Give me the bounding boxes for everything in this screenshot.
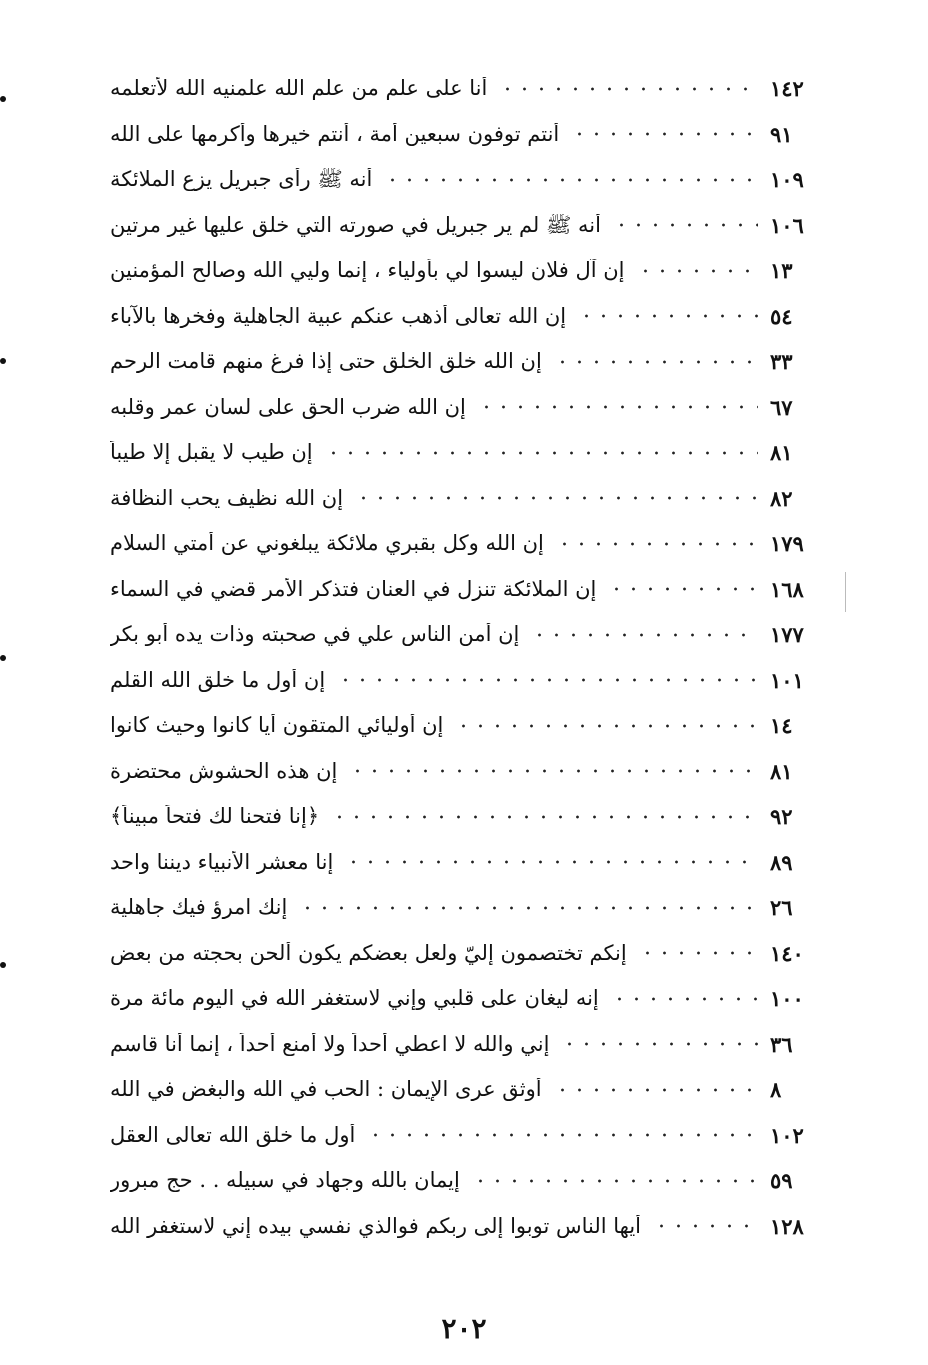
entry-page-number: ١٠٠ [770, 986, 804, 1012]
entry-page-number: ٨٢ [770, 485, 793, 511]
dot-leader [611, 995, 758, 1003]
entry-text: إن أمن الناس علي في صحبته وذات يده أبو بكر [110, 623, 520, 647]
entry-page-number: ١٤٢ [770, 76, 804, 102]
index-entry [110, 612, 826, 658]
index-entry [110, 749, 826, 795]
entry-page-number: ٣٦ [770, 1031, 793, 1057]
entry-page-number: ٥٩ [770, 1168, 793, 1194]
entry-page-number: ٨ [770, 1077, 782, 1103]
dot-leader [639, 949, 758, 957]
entry-text: إن هذه الحشوش محتضرة [110, 759, 338, 783]
entry-text: أنتم توفون سبعين أمة ، أنتم خيرها وأكرمها على الله [110, 122, 560, 146]
entry-text: ﴿إنا فتحنا لك فتحاً مبيناً﴾ [110, 805, 320, 829]
index-entry [110, 931, 826, 977]
index-entry [110, 521, 826, 567]
entry-text: إنه ليغان على قلبي وإني لاستغفر الله في اليوم مائة مرة [110, 987, 599, 1011]
entry-page-number: ١٦٨ [770, 576, 804, 602]
entry-text: إن أوليائي المتقون أيا كانوا وحيث كانوا [110, 714, 444, 738]
index-entry [110, 885, 826, 931]
entry-text: أنه ﷺ لم ير جبريل في صورته التي خلق عليها غير مرتين [110, 213, 601, 237]
margin-mark [0, 96, 6, 102]
entry-text: إن الله نظيف يحب النظافة [110, 486, 344, 510]
index-entry [110, 703, 826, 749]
entry-page-number: ٣٣ [770, 349, 793, 375]
entry-page-number: ١٧٧ [770, 622, 804, 648]
entry-page-number: ١٠٦ [770, 212, 804, 238]
dot-leader [345, 858, 758, 866]
entry-page-number: ٨٩ [770, 849, 793, 875]
index-entry [110, 476, 826, 522]
entry-page-number: ١٤ [770, 713, 793, 739]
entry-text: إن طيب لا يقبل إلا طيباً [110, 441, 313, 465]
entry-text: إن أول ما خلق الله القلم [110, 668, 326, 692]
dot-leader [349, 767, 758, 775]
hadith-index-list [110, 66, 826, 1249]
dot-leader [571, 130, 758, 138]
entry-text: أول ما خلق الله تعالى العقل [110, 1123, 356, 1147]
index-entry [110, 1158, 826, 1204]
index-entry [110, 658, 826, 704]
entry-page-number: ٦٧ [770, 394, 793, 420]
dot-leader [337, 676, 758, 684]
index-entry [110, 157, 826, 203]
entry-page-number: ٥٤ [770, 303, 793, 329]
margin-mark [0, 962, 6, 968]
entry-text: إنكم تختصمون إليّ ولعل بعضكم يكون ألحن بحجته من بعض [110, 941, 627, 965]
dot-leader [653, 1222, 758, 1230]
dot-leader [554, 358, 758, 366]
dot-leader [613, 221, 758, 229]
dot-leader [531, 631, 758, 639]
entry-text: إن الله ضرب الحق على لسان عمر وقلبه [110, 395, 466, 419]
dot-leader [331, 813, 758, 821]
margin-mark [0, 655, 6, 661]
index-entry [110, 66, 826, 112]
entry-page-number: ٢٦ [770, 895, 793, 921]
index-entry [110, 339, 826, 385]
entry-page-number: ٨١ [770, 440, 793, 466]
entry-page-number: ١٠٩ [770, 167, 804, 193]
dot-leader [299, 904, 758, 912]
page-number: ٢٠٢ [441, 1312, 487, 1345]
dot-leader [478, 403, 758, 411]
dot-leader [637, 267, 759, 275]
index-entry [110, 294, 826, 340]
index-entry [110, 840, 826, 886]
entry-text: إن الله تعالى أذهب عنكم عبية الجاهلية وفخرها بالآباء [110, 304, 567, 328]
entry-page-number: ٩٢ [770, 804, 793, 830]
entry-text: أنه ﷺ رأى جبريل يزع الملائكة [110, 168, 373, 192]
entry-page-number: ١٣ [770, 258, 793, 284]
index-entry [110, 567, 826, 613]
dot-leader [556, 540, 758, 548]
entry-text: إن الملائكة تنزل في العنان فتذكر الأمر قضي في السماء [110, 577, 597, 601]
dot-leader [499, 85, 758, 93]
index-entry [110, 203, 826, 249]
dot-leader [608, 585, 758, 593]
index-entry [110, 248, 826, 294]
entry-page-number: ١٠١ [770, 667, 804, 693]
dot-leader [578, 312, 758, 320]
index-entry [110, 1067, 826, 1113]
entry-page-number: ١٤٠ [770, 940, 804, 966]
dot-leader [455, 722, 758, 730]
entry-text: أنا على علم من علم الله علمنيه الله لأتعلمه [110, 77, 488, 101]
index-entry [110, 1204, 826, 1250]
index-entry [110, 385, 826, 431]
entry-text: إنا معشر الأنبياء ديننا واحد [110, 850, 334, 874]
entry-text: أيها الناس توبوا إلى ربكم فوالذي نفسي بيده إني لاستغفر الله [110, 1214, 641, 1238]
dot-leader [367, 1131, 758, 1139]
entry-text: إن الله خلق الخلق حتى إذا فرغ منهم قامت الرحم [110, 350, 542, 374]
index-entry [110, 794, 826, 840]
dot-leader [384, 176, 758, 184]
dot-leader [355, 494, 758, 502]
index-entry [110, 112, 826, 158]
entry-text: إني والله لا اعطي أحداً ولا أمنع أحداً ، إنما أنا قاسم [110, 1032, 550, 1056]
entry-text: إن آل فلان ليسوا لي بأولياء ، إنما وليي الله وصالح المؤمنين [110, 259, 625, 283]
index-entry [110, 430, 826, 476]
index-entry [110, 1022, 826, 1068]
dot-leader [472, 1177, 758, 1185]
entry-text: إن الله وكل بقبري ملائكة يبلغوني عن أمتي السلام [110, 532, 544, 556]
entry-page-number: ٨١ [770, 758, 793, 784]
dot-leader [554, 1086, 758, 1094]
index-entry [110, 976, 826, 1022]
entry-text: إنك امرؤ فيك جاهلية [110, 896, 288, 920]
entry-page-number: ١٢٨ [770, 1213, 804, 1239]
dot-leader [325, 449, 758, 457]
entry-page-number: ٩١ [770, 121, 793, 147]
entry-page-number: ١٧٩ [770, 531, 804, 557]
entry-page-number: ١٠٢ [770, 1122, 804, 1148]
fold-line [845, 572, 846, 612]
entry-text: أوثق عرى الإيمان : الحب في الله والبغض في الله [110, 1078, 542, 1102]
entry-text: إيمان بالله وجهاد في سبيله . . حج مبرور [110, 1169, 460, 1193]
index-entry [110, 1113, 826, 1159]
dot-leader [561, 1040, 758, 1048]
margin-mark [0, 358, 6, 364]
